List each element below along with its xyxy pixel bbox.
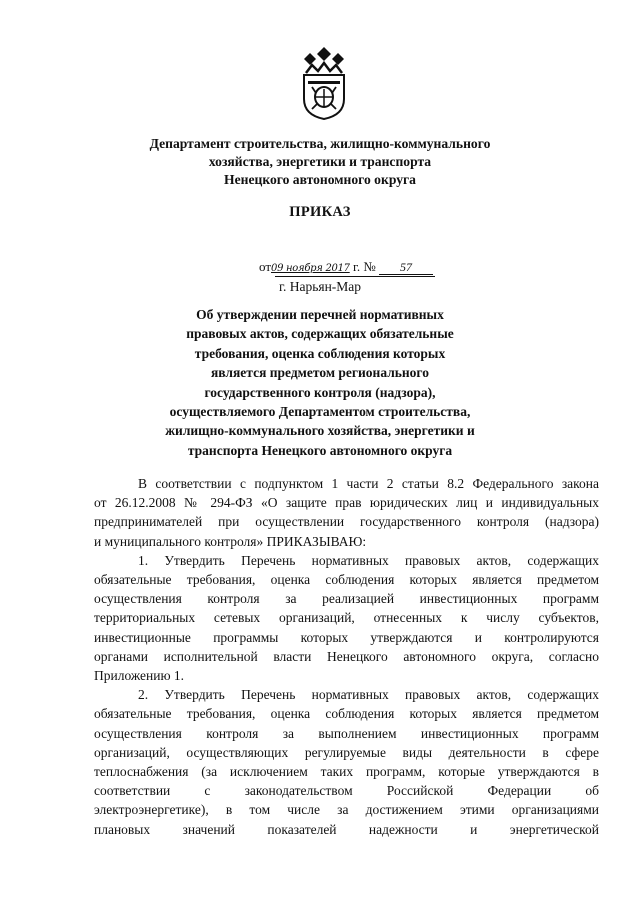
date-underline: [275, 276, 435, 277]
department-line: Департамент строительства, жилищно-коммунального: [149, 136, 491, 151]
body-line: теплоснабжения (за исключением таких программ, которые утверждаются в: [94, 764, 599, 780]
body-line: плановых значений показателей надежности и энергетической: [94, 821, 599, 837]
body-line: осуществления контроля за выполнением инвестиционных программ: [94, 725, 599, 741]
body-line: электроэнергетике), в том числе за достижением этими организациями: [94, 802, 599, 818]
subject-line: является предметом регионального: [211, 365, 429, 381]
subject-line: правовых актов, содержащих обязательные: [186, 326, 454, 342]
subject-line: Об утверждении перечней нормативных: [196, 307, 444, 322]
subject-line: требования, оценка соблюдения которых: [194, 345, 446, 361]
body-line: территориальных сетевых организаций, отнесенных к числу субъектов,: [94, 610, 599, 626]
body-line: соответствии с законодательством Российской Федерации об: [94, 783, 599, 799]
subject-line: жилищно-коммунального хозяйства, энергетики и: [165, 423, 475, 439]
subject-line: транспорта Ненецкого автономного округа: [187, 442, 453, 458]
body-line: 2. Утвердить Перечень нормативных правовых актов, содержащих: [138, 687, 599, 703]
body-line: и муниципального контроля» ПРИКАЗЫВАЮ:: [94, 533, 367, 549]
subject-line: осуществляемого Департаментом строительства,: [169, 404, 471, 420]
document-body: [94, 474, 599, 839]
nenets-coat-of-arms-icon: [298, 45, 350, 121]
date-number-line: [259, 259, 433, 275]
body-line: В соответствии с подпунктом 1 части 2 статьи 8.2 Федерального закона: [138, 476, 599, 491]
body-line: органами исполнительной власти Ненецкого автономного округа, согласно: [94, 648, 599, 664]
body-line: организаций, осуществляющих регулируемые виды деятельности в сфере: [94, 744, 599, 760]
body-line: осуществления контроля за реализацией инвестиционных программ: [94, 591, 599, 607]
body-line: 1. Утвердить Перечень нормативных правовых актов, содержащих: [138, 552, 599, 568]
subject-line: государственного контроля (надзора),: [204, 384, 436, 400]
item-1-paragraph: [94, 551, 599, 685]
intro-paragraph: [94, 474, 599, 551]
department-line: Ненецкого автономного округа: [224, 172, 416, 187]
body-line: обязательные требования, оценка соблюдения которых является предметом: [94, 706, 599, 722]
body-line: от 26.12.2008 № 294-ФЗ «О защите прав юридических лиц и индивидуальных: [94, 495, 599, 511]
document-number: 57: [379, 261, 433, 275]
subject-title: [130, 305, 510, 460]
body-line: предпринимателей при осуществлении государственного контроля (надзора): [94, 514, 599, 530]
body-line: Приложению 1.: [94, 668, 185, 684]
body-line: обязательные требования, оценка соблюдения которых является предметом: [94, 572, 599, 588]
date-suffix: г. №: [352, 259, 376, 274]
document-title: ПРИКАЗ: [289, 204, 351, 220]
city: г. Нарьян-Мар: [278, 279, 362, 294]
item-2-paragraph: [94, 685, 599, 839]
department-name: [110, 135, 530, 189]
handwritten-date: 09 ноября 2017: [271, 263, 350, 274]
date-prefix: от: [259, 259, 272, 274]
department-line: хозяйства, энергетики и транспорта: [208, 154, 432, 169]
body-line: инвестиционные программы которых утверждаются и контролируются: [94, 629, 599, 645]
